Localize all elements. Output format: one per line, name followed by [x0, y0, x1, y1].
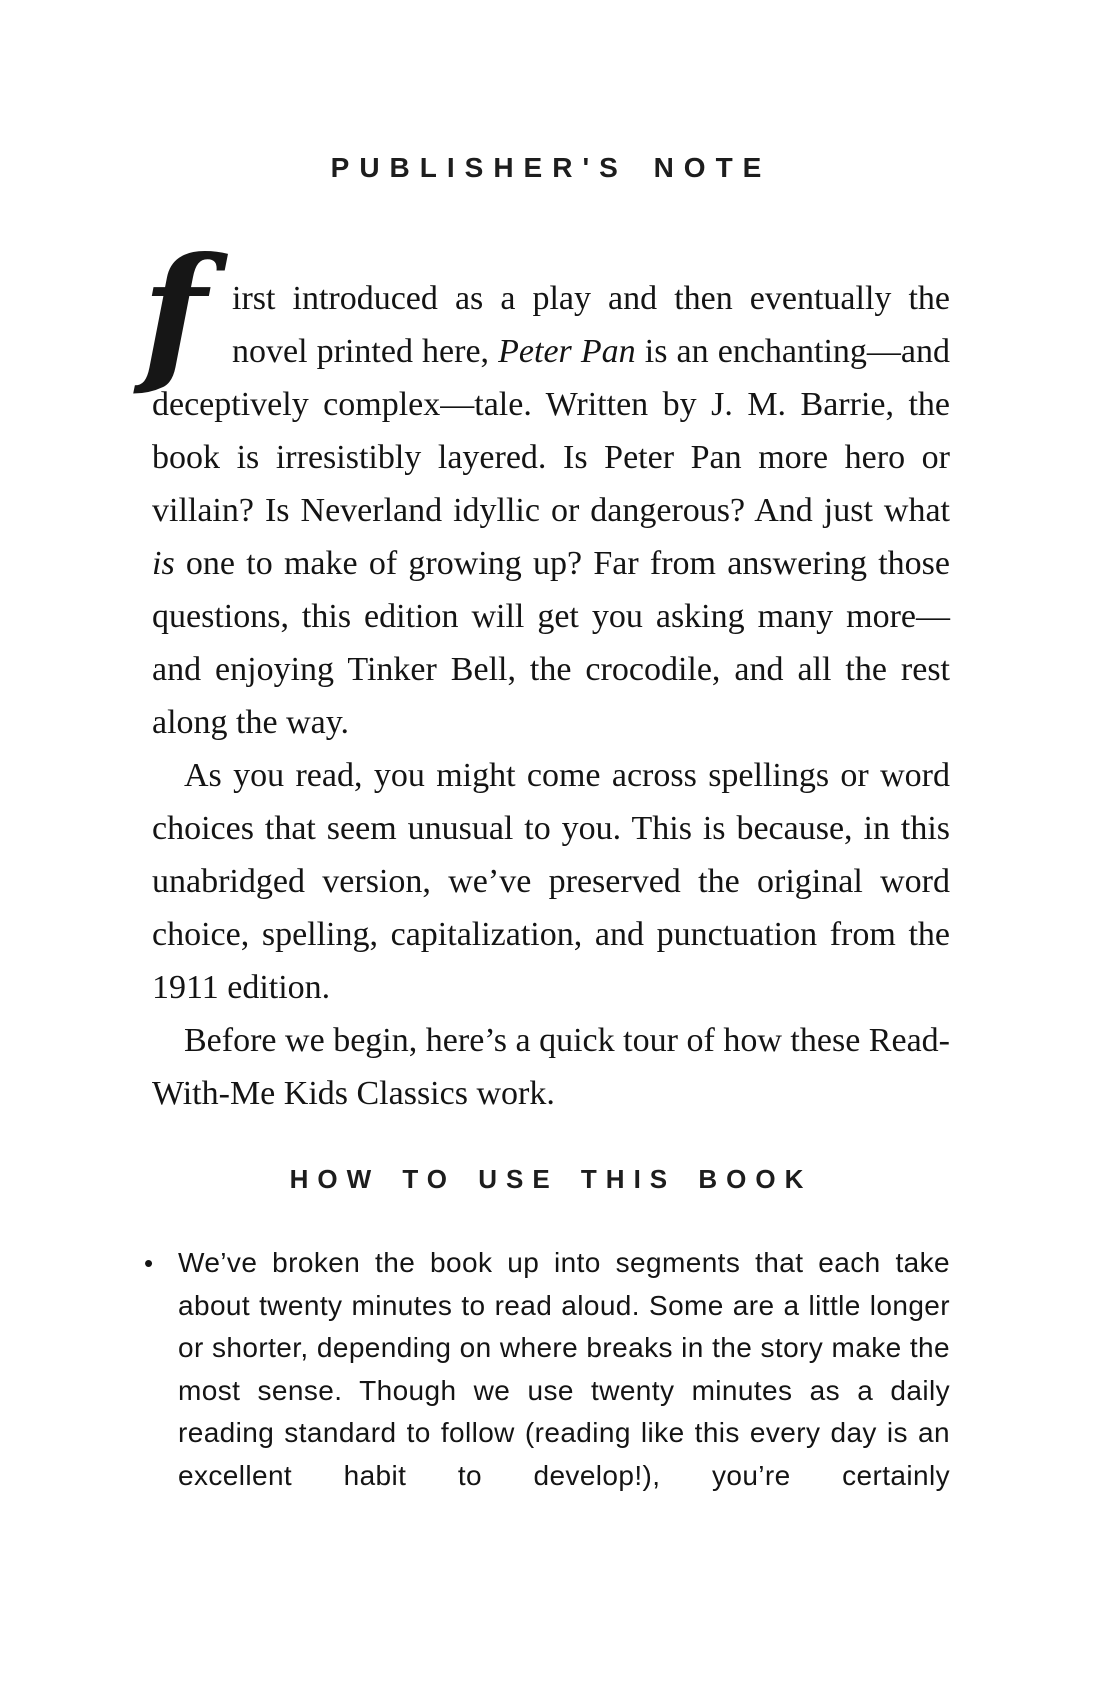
- list-item: [144, 1242, 950, 1497]
- intro-paragraph-2: As you read, you might come across spellings or word choices that seem unusual to you. This is because, in this unabridged version, we’ve preserved the original word choice, spelling, capitalization, and punctuation from the 1911 edition.: [152, 757, 950, 1006]
- intro-paragraph-1: [142, 225, 950, 749]
- paragraph-text: one to make of growing up? Far from answering those questions, this edition will get you asking many more—and enjoying Tinker Bell, the crocodile, and all the rest along the way.: [152, 545, 950, 741]
- paragraph-text: irst introduced as a play and then eventually the novel printed here,: [232, 280, 950, 370]
- publishers-note-body: [142, 225, 950, 1120]
- section-heading: HOW TO USE THIS BOOK: [289, 1164, 813, 1194]
- page-title: PUBLISHER'S NOTE: [330, 152, 772, 183]
- drop-cap-letter: f: [142, 225, 207, 401]
- drop-cap: [142, 225, 232, 401]
- bullet-icon: •: [144, 1248, 154, 1278]
- list-item-text: We’ve broken the book up into segments that each take about twenty minutes to read aloud. Some are a little longer or shorter, depending on where breaks in the story make the most sense. Though we use twenty minutes as a daily reading standard to follow (reading like this every day is an excellent habit to develop!), you’re certainly: [178, 1247, 950, 1491]
- paragraph-text: is an enchanting—and deceptively complex—tale. Written by J. M. Barrie, the book is irresistibly layered. Is Peter Pan more hero or villain? Is Neverland idyllic or dangerous? And just what: [152, 333, 950, 529]
- intro-paragraph-3: Before we begin, here’s a quick tour of how these Read-With-Me Kids Classics work.: [152, 1022, 950, 1112]
- how-to-use-list: [144, 1242, 950, 1497]
- book-title-italic: Peter Pan: [498, 333, 636, 370]
- emphasis-italic: is: [152, 545, 175, 582]
